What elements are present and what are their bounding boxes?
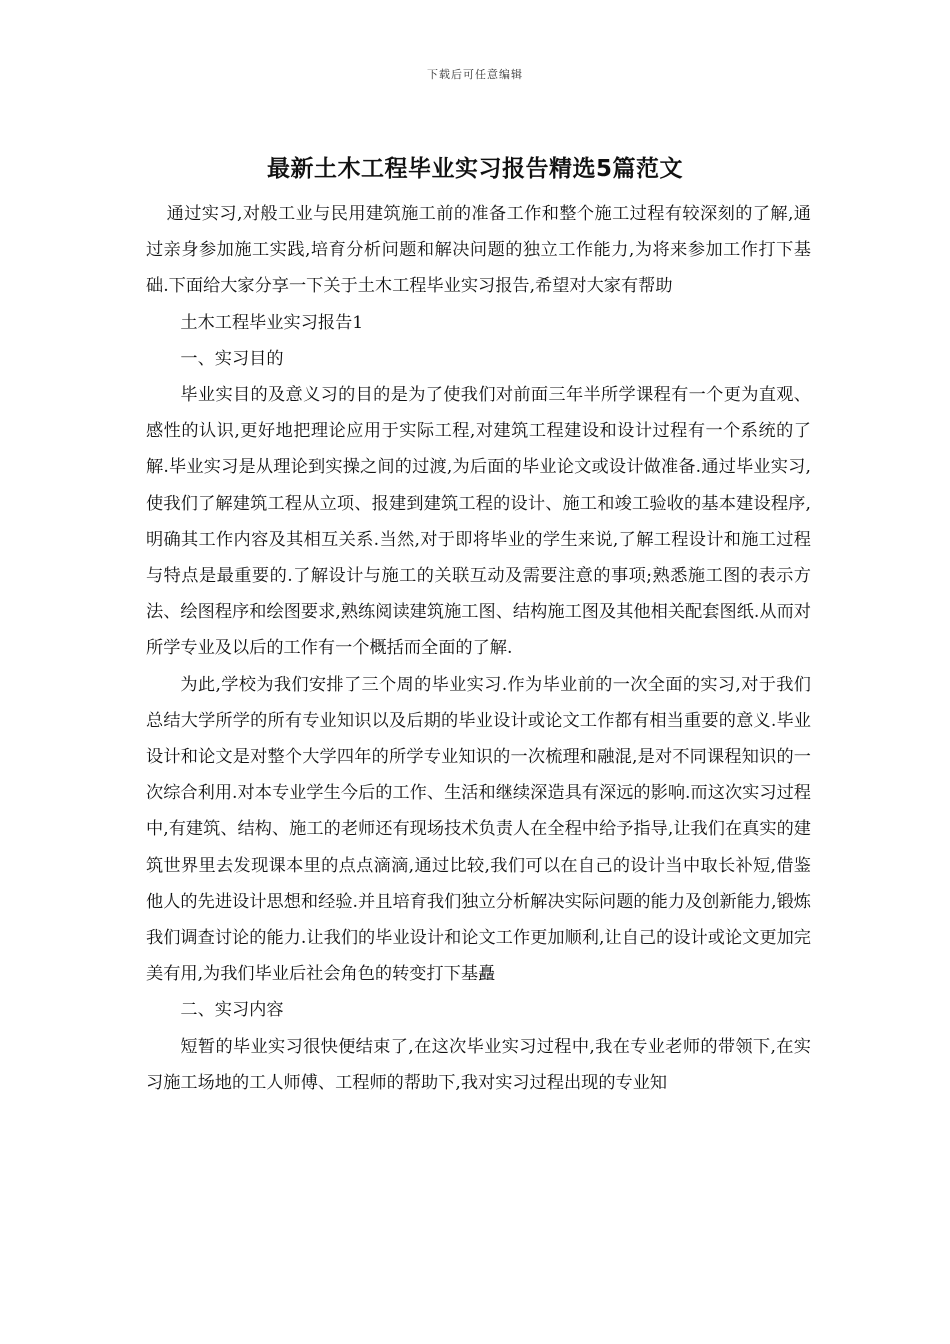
page-header: 下载后可任意编辑 — [427, 68, 523, 81]
document-body — [146, 196, 811, 1101]
section-heading-content: 二、实习内容 — [180, 1000, 284, 1021]
document-title: 最新土木工程毕业实习报告精选5篇范文 — [266, 156, 683, 182]
body-paragraph: 毕业实目的及意义习的目的是为了使我们对前面三年半所学课程有一个更为直观、感性的认识,更好地把理论应用于实际工程,对建筑工程建设和设计过程有一个系统的了解.毕业实习是从理论到实操之间的过渡,为后面的毕业论文或设计做准备.通过毕业实习,使我们了解建筑工程从立项、报建到建筑工程的设计、施工和竣工验收的基本建设程序,明确其工作内容及其相互关系.当然,对于即将毕业的学生来说,了解工程设计和施工过程与特点是最重要的.了解设计与施工的关联互动及需要注意的事项;熟悉施工图的表示方法、绘图程序和绘图要求,熟练阅读建筑施工图、结构施工图及其他相关配套图纸.从而对所学专业及以后的工作有一个概括而全面的了解. — [146, 385, 811, 659]
intro-paragraph: 通过实习,对般工业与民用建筑施工前的准备工作和整个施工过程有较深刻的了解,通过亲身参加施工实践,培育分析问题和解决问题的独立工作能力,为将来参加工作打下基础.下面给大家分享一下关于土木工程毕业实习报告,希望对大家有帮助 — [146, 204, 811, 297]
section-heading-purpose: 一、实习目的 — [180, 348, 284, 369]
report-title: 土木工程毕业实习报告1 — [180, 312, 364, 333]
body-paragraph: 为此,学校为我们安排了三个周的毕业实习.作为毕业前的一次全面的实习,对于我们总结大学所学的所有专业知识以及后期的毕业设计或论文工作都有相当重要的意义.毕业设计和论文是对整个大学四年的所学专业知识的一次梳理和融混,是对不同课程知识的一次综合利用.对本专业学生今后的工作、生活和继续深造具有深远的影响.而这次实习过程中,有建筑、结构、施工的老师还有现场技术负责人在全程中给予指导,让我们在真实的建筑世界里去发现课本里的点点滴滴,通过比较,我们可以在自己的设计当中取长补短,借鉴他人的先进设计思想和经验.并且培育我们独立分析解决实际问题的能力及创新能力,锻炼我们调查讨论的能力.让我们的毕业设计和论文工作更加顺利,让自己的设计或论文更加完美有用,为我们毕业后社会角色的转变打下基矗 — [146, 674, 811, 985]
body-paragraph: 短暂的毕业实习很快便结束了,在这次毕业实习过程中,我在专业老师的带领下,在实习施工场地的工人师傅、工程师的帮助下,我对实习过程出现的专业知 — [146, 1036, 811, 1093]
